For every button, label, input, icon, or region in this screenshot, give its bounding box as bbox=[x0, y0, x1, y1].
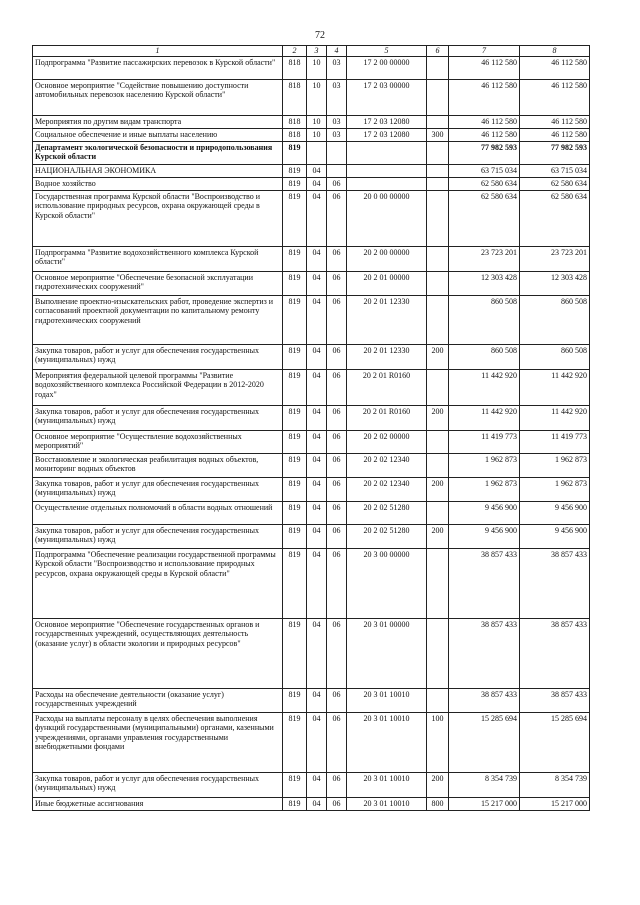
subsection-code: 06 bbox=[327, 477, 347, 501]
section-code: 04 bbox=[307, 548, 327, 618]
target-article-code: 17 2 00 00000 bbox=[347, 56, 427, 79]
subsection-code: 06 bbox=[327, 797, 347, 810]
expense-type-code: 200 bbox=[427, 524, 449, 548]
table-row bbox=[33, 128, 590, 141]
amount-year-1: 9 456 900 bbox=[449, 501, 520, 524]
row-name: Закупка товаров, работ и услуг для обеспечения государственных (муниципальных) нужд bbox=[33, 405, 283, 430]
subsection-code: 06 bbox=[327, 344, 347, 369]
section-code: 04 bbox=[307, 344, 327, 369]
table-row bbox=[33, 548, 590, 618]
target-article-code: 20 3 01 10010 bbox=[347, 688, 427, 712]
ministry-code: 818 bbox=[283, 56, 307, 79]
subsection-code: 06 bbox=[327, 524, 347, 548]
amount-year-1: 23 723 201 bbox=[449, 246, 520, 271]
target-article-code: 20 2 00 00000 bbox=[347, 246, 427, 271]
section-code: 10 bbox=[307, 79, 327, 115]
subsection-code: 06 bbox=[327, 712, 347, 772]
section-code: 04 bbox=[307, 271, 327, 295]
section-code: 04 bbox=[307, 501, 327, 524]
section-code: 04 bbox=[307, 295, 327, 344]
amount-year-1: 15 285 694 bbox=[449, 712, 520, 772]
amount-year-1: 46 112 580 bbox=[449, 115, 520, 128]
ministry-code: 819 bbox=[283, 430, 307, 453]
ministry-code: 819 bbox=[283, 177, 307, 190]
ministry-code: 818 bbox=[283, 128, 307, 141]
target-article-code: 20 3 01 10010 bbox=[347, 772, 427, 797]
target-article-code: 20 2 02 12340 bbox=[347, 453, 427, 477]
row-name: Расходы на обеспечение деятельности (оказание услуг) государственных учреждений bbox=[33, 688, 283, 712]
amount-year-2: 860 508 bbox=[520, 344, 590, 369]
expense-type-code: 200 bbox=[427, 772, 449, 797]
row-name: Основное мероприятие "Обеспечение безопасной эксплуатации гидротехнических сооружений" bbox=[33, 271, 283, 295]
table-row bbox=[33, 344, 590, 369]
amount-year-1: 1 962 873 bbox=[449, 453, 520, 477]
subsection-code: 06 bbox=[327, 190, 347, 246]
amount-year-2: 77 982 593 bbox=[520, 141, 590, 164]
section-code: 04 bbox=[307, 190, 327, 246]
expense-type-code bbox=[427, 164, 449, 177]
expense-type-code bbox=[427, 115, 449, 128]
ministry-code: 819 bbox=[283, 369, 307, 405]
subsection-code: 06 bbox=[327, 453, 347, 477]
header-row bbox=[33, 46, 590, 57]
amount-year-2: 8 354 739 bbox=[520, 772, 590, 797]
column-header: 6 bbox=[427, 46, 449, 57]
expense-type-code bbox=[427, 369, 449, 405]
target-article-code: 20 3 01 10010 bbox=[347, 797, 427, 810]
ministry-code: 819 bbox=[283, 548, 307, 618]
row-name: Выполнение проектно-изыскательских работ, проведение экспертиз и согласований проектной документации по капитальному ремонту гидротехнических сооружений bbox=[33, 295, 283, 344]
amount-year-2: 1 962 873 bbox=[520, 477, 590, 501]
ministry-code: 819 bbox=[283, 688, 307, 712]
table-row bbox=[33, 141, 590, 164]
table-row bbox=[33, 453, 590, 477]
row-name: Основное мероприятие "Обеспечение государственных органов и государственных учреждений, осуществляющих деятельность (оказание услуг) в области экологии и природных ресурсов" bbox=[33, 618, 283, 688]
table-row bbox=[33, 56, 590, 79]
column-header: 1 bbox=[33, 46, 283, 57]
section-code: 04 bbox=[307, 177, 327, 190]
row-name: Государственная программа Курской области "Воспроизводство и использование природных ресурсов, охрана окружающей среды в Курской области" bbox=[33, 190, 283, 246]
section-code: 04 bbox=[307, 164, 327, 177]
table-row bbox=[33, 430, 590, 453]
amount-year-1: 38 857 433 bbox=[449, 688, 520, 712]
row-name: Иные бюджетные ассигнования bbox=[33, 797, 283, 810]
amount-year-2: 1 962 873 bbox=[520, 453, 590, 477]
subsection-code: 06 bbox=[327, 177, 347, 190]
table-row bbox=[33, 164, 590, 177]
table-row bbox=[33, 501, 590, 524]
target-article-code: 20 2 01 00000 bbox=[347, 271, 427, 295]
ministry-code: 819 bbox=[283, 164, 307, 177]
section-code: 04 bbox=[307, 246, 327, 271]
amount-year-1: 77 982 593 bbox=[449, 141, 520, 164]
row-name: Подпрограмма "Развитие водохозяйственного комплекса Курской области" bbox=[33, 246, 283, 271]
amount-year-1: 62 580 634 bbox=[449, 190, 520, 246]
amount-year-2: 62 580 634 bbox=[520, 190, 590, 246]
target-article-code: 20 2 02 00000 bbox=[347, 430, 427, 453]
subsection-code: 03 bbox=[327, 115, 347, 128]
amount-year-1: 46 112 580 bbox=[449, 79, 520, 115]
target-article-code: 20 2 01 12330 bbox=[347, 344, 427, 369]
expense-type-code: 800 bbox=[427, 797, 449, 810]
amount-year-1: 860 508 bbox=[449, 344, 520, 369]
table-body bbox=[33, 56, 590, 810]
section-code: 04 bbox=[307, 477, 327, 501]
target-article-code bbox=[347, 141, 427, 164]
amount-year-2: 860 508 bbox=[520, 295, 590, 344]
subsection-code: 06 bbox=[327, 246, 347, 271]
amount-year-1: 11 419 773 bbox=[449, 430, 520, 453]
ministry-code: 819 bbox=[283, 190, 307, 246]
section-code: 04 bbox=[307, 688, 327, 712]
table-row bbox=[33, 190, 590, 246]
section-code: 04 bbox=[307, 369, 327, 405]
target-article-code: 20 2 01 12330 bbox=[347, 295, 427, 344]
amount-year-2: 12 303 428 bbox=[520, 271, 590, 295]
expense-type-code bbox=[427, 618, 449, 688]
target-article-code bbox=[347, 164, 427, 177]
table-row bbox=[33, 524, 590, 548]
ministry-code: 819 bbox=[283, 618, 307, 688]
row-name: Закупка товаров, работ и услуг для обеспечения государственных (муниципальных) нужд bbox=[33, 344, 283, 369]
section-code: 10 bbox=[307, 115, 327, 128]
expense-type-code bbox=[427, 295, 449, 344]
expense-type-code bbox=[427, 79, 449, 115]
target-article-code: 20 0 00 00000 bbox=[347, 190, 427, 246]
expense-type-code bbox=[427, 430, 449, 453]
amount-year-2: 15 285 694 bbox=[520, 712, 590, 772]
table-row bbox=[33, 688, 590, 712]
subsection-code: 06 bbox=[327, 618, 347, 688]
expense-type-code: 200 bbox=[427, 344, 449, 369]
expense-type-code: 200 bbox=[427, 405, 449, 430]
ministry-code: 819 bbox=[283, 246, 307, 271]
row-name: НАЦИОНАЛЬНАЯ ЭКОНОМИКА bbox=[33, 164, 283, 177]
amount-year-2: 38 857 433 bbox=[520, 548, 590, 618]
amount-year-1: 860 508 bbox=[449, 295, 520, 344]
expense-type-code bbox=[427, 271, 449, 295]
column-header: 8 bbox=[520, 46, 590, 57]
budget-table bbox=[32, 45, 590, 811]
expense-type-code bbox=[427, 688, 449, 712]
expense-type-code: 100 bbox=[427, 712, 449, 772]
amount-year-1: 38 857 433 bbox=[449, 618, 520, 688]
ministry-code: 819 bbox=[283, 477, 307, 501]
target-article-code: 20 3 01 10010 bbox=[347, 712, 427, 772]
ministry-code: 818 bbox=[283, 79, 307, 115]
subsection-code: 03 bbox=[327, 79, 347, 115]
subsection-code bbox=[327, 141, 347, 164]
subsection-code bbox=[327, 164, 347, 177]
ministry-code: 819 bbox=[283, 405, 307, 430]
expense-type-code bbox=[427, 141, 449, 164]
target-article-code: 20 2 02 12340 bbox=[347, 477, 427, 501]
amount-year-2: 63 715 034 bbox=[520, 164, 590, 177]
amount-year-2: 11 442 920 bbox=[520, 405, 590, 430]
subsection-code: 06 bbox=[327, 295, 347, 344]
subsection-code: 06 bbox=[327, 501, 347, 524]
expense-type-code bbox=[427, 453, 449, 477]
table-row bbox=[33, 115, 590, 128]
page-number: 72 bbox=[315, 30, 325, 41]
row-name: Осуществление отдельных полномочий в области водных отношений bbox=[33, 501, 283, 524]
ministry-code: 819 bbox=[283, 453, 307, 477]
expense-type-code bbox=[427, 177, 449, 190]
table-row bbox=[33, 405, 590, 430]
section-code: 04 bbox=[307, 712, 327, 772]
target-article-code: 20 2 01 R0160 bbox=[347, 405, 427, 430]
subsection-code: 03 bbox=[327, 56, 347, 79]
amount-year-1: 8 354 739 bbox=[449, 772, 520, 797]
subsection-code: 06 bbox=[327, 430, 347, 453]
amount-year-2: 9 456 900 bbox=[520, 501, 590, 524]
ministry-code: 819 bbox=[283, 501, 307, 524]
amount-year-2: 38 857 433 bbox=[520, 618, 590, 688]
section-code: 04 bbox=[307, 453, 327, 477]
expense-type-code bbox=[427, 501, 449, 524]
subsection-code: 06 bbox=[327, 405, 347, 430]
amount-year-2: 46 112 580 bbox=[520, 56, 590, 79]
amount-year-1: 11 442 920 bbox=[449, 405, 520, 430]
table-row bbox=[33, 177, 590, 190]
table-row bbox=[33, 618, 590, 688]
row-name: Мероприятия федеральной целевой программы "Развитие водохозяйственного комплекса Российской Федерации в 2012-2020 годах" bbox=[33, 369, 283, 405]
column-header: 2 bbox=[283, 46, 307, 57]
amount-year-1: 38 857 433 bbox=[449, 548, 520, 618]
target-article-code: 20 2 02 51280 bbox=[347, 524, 427, 548]
subsection-code: 06 bbox=[327, 271, 347, 295]
ministry-code: 819 bbox=[283, 141, 307, 164]
ministry-code: 819 bbox=[283, 344, 307, 369]
column-header: 4 bbox=[327, 46, 347, 57]
column-header: 7 bbox=[449, 46, 520, 57]
table-row bbox=[33, 477, 590, 501]
expense-type-code: 200 bbox=[427, 477, 449, 501]
amount-year-2: 11 419 773 bbox=[520, 430, 590, 453]
expense-type-code bbox=[427, 246, 449, 271]
row-name: Закупка товаров, работ и услуг для обеспечения государственных (муниципальных) нужд bbox=[33, 772, 283, 797]
section-code: 04 bbox=[307, 772, 327, 797]
section-code: 04 bbox=[307, 797, 327, 810]
row-name: Закупка товаров, работ и услуг для обеспечения государственных (муниципальных) нужд bbox=[33, 477, 283, 501]
subsection-code: 06 bbox=[327, 772, 347, 797]
ministry-code: 819 bbox=[283, 524, 307, 548]
target-article-code: 20 2 02 51280 bbox=[347, 501, 427, 524]
subsection-code: 06 bbox=[327, 548, 347, 618]
table-row bbox=[33, 271, 590, 295]
section-code: 10 bbox=[307, 56, 327, 79]
section-code: 04 bbox=[307, 618, 327, 688]
expense-type-code bbox=[427, 190, 449, 246]
amount-year-2: 11 442 920 bbox=[520, 369, 590, 405]
table-row bbox=[33, 295, 590, 344]
amount-year-1: 11 442 920 bbox=[449, 369, 520, 405]
section-code: 10 bbox=[307, 128, 327, 141]
amount-year-2: 9 456 900 bbox=[520, 524, 590, 548]
amount-year-2: 46 112 580 bbox=[520, 115, 590, 128]
amount-year-2: 15 217 000 bbox=[520, 797, 590, 810]
ministry-code: 819 bbox=[283, 772, 307, 797]
table-row bbox=[33, 369, 590, 405]
subsection-code: 06 bbox=[327, 369, 347, 405]
amount-year-2: 46 112 580 bbox=[520, 128, 590, 141]
amount-year-1: 62 580 634 bbox=[449, 177, 520, 190]
column-header: 5 bbox=[347, 46, 427, 57]
table-row bbox=[33, 246, 590, 271]
amount-year-1: 63 715 034 bbox=[449, 164, 520, 177]
amount-year-1: 46 112 580 bbox=[449, 128, 520, 141]
section-code: 04 bbox=[307, 524, 327, 548]
row-name: Расходы на выплаты персоналу в целях обеспечения выполнения функций государственными (муниципальными) органами, казенными учреждениями, органами управления государственными внебюджетными фондами bbox=[33, 712, 283, 772]
expense-type-code: 300 bbox=[427, 128, 449, 141]
table-row bbox=[33, 797, 590, 810]
row-name: Подпрограмма "Развитие пассажирских перевозок в Курской области" bbox=[33, 56, 283, 79]
row-name: Основное мероприятие "Содействие повышению доступности автомобильных перевозок населению Курской области" bbox=[33, 79, 283, 115]
ministry-code: 819 bbox=[283, 712, 307, 772]
target-article-code: 17 2 03 00000 bbox=[347, 79, 427, 115]
row-name: Восстановление и экологическая реабилитация водных объектов, мониторинг водных объектов bbox=[33, 453, 283, 477]
target-article-code: 17 2 03 12080 bbox=[347, 115, 427, 128]
ministry-code: 819 bbox=[283, 271, 307, 295]
amount-year-2: 62 580 634 bbox=[520, 177, 590, 190]
row-name: Закупка товаров, работ и услуг для обеспечения государственных (муниципальных) нужд bbox=[33, 524, 283, 548]
amount-year-2: 23 723 201 bbox=[520, 246, 590, 271]
subsection-code: 03 bbox=[327, 128, 347, 141]
amount-year-2: 38 857 433 bbox=[520, 688, 590, 712]
target-article-code bbox=[347, 177, 427, 190]
target-article-code: 20 3 00 00000 bbox=[347, 548, 427, 618]
target-article-code: 20 3 01 00000 bbox=[347, 618, 427, 688]
table-row bbox=[33, 712, 590, 772]
amount-year-1: 15 217 000 bbox=[449, 797, 520, 810]
amount-year-1: 1 962 873 bbox=[449, 477, 520, 501]
row-name: Основное мероприятие "Осуществление водохозяйственных мероприятий" bbox=[33, 430, 283, 453]
ministry-code: 819 bbox=[283, 295, 307, 344]
amount-year-2: 46 112 580 bbox=[520, 79, 590, 115]
amount-year-1: 12 303 428 bbox=[449, 271, 520, 295]
row-name: Мероприятия по другим видам транспорта bbox=[33, 115, 283, 128]
section-code: 04 bbox=[307, 430, 327, 453]
ministry-code: 819 bbox=[283, 797, 307, 810]
amount-year-1: 46 112 580 bbox=[449, 56, 520, 79]
amount-year-1: 9 456 900 bbox=[449, 524, 520, 548]
row-name: Подпрограмма "Обеспечение реализации государственной программы Курской области "Воспроизводство и использование природных ресурсов, охрана окружающей среды в Курской области" bbox=[33, 548, 283, 618]
row-name: Департамент экологической безопасности и природопользования Курской области bbox=[33, 141, 283, 164]
target-article-code: 17 2 03 12080 bbox=[347, 128, 427, 141]
table-row bbox=[33, 772, 590, 797]
expense-type-code bbox=[427, 56, 449, 79]
ministry-code: 818 bbox=[283, 115, 307, 128]
row-name: Водное хозяйство bbox=[33, 177, 283, 190]
column-header: 3 bbox=[307, 46, 327, 57]
subsection-code: 06 bbox=[327, 688, 347, 712]
expense-type-code bbox=[427, 548, 449, 618]
table-row bbox=[33, 79, 590, 115]
section-code: 04 bbox=[307, 405, 327, 430]
target-article-code: 20 2 01 R0160 bbox=[347, 369, 427, 405]
section-code bbox=[307, 141, 327, 164]
row-name: Социальное обеспечение и иные выплаты населению bbox=[33, 128, 283, 141]
